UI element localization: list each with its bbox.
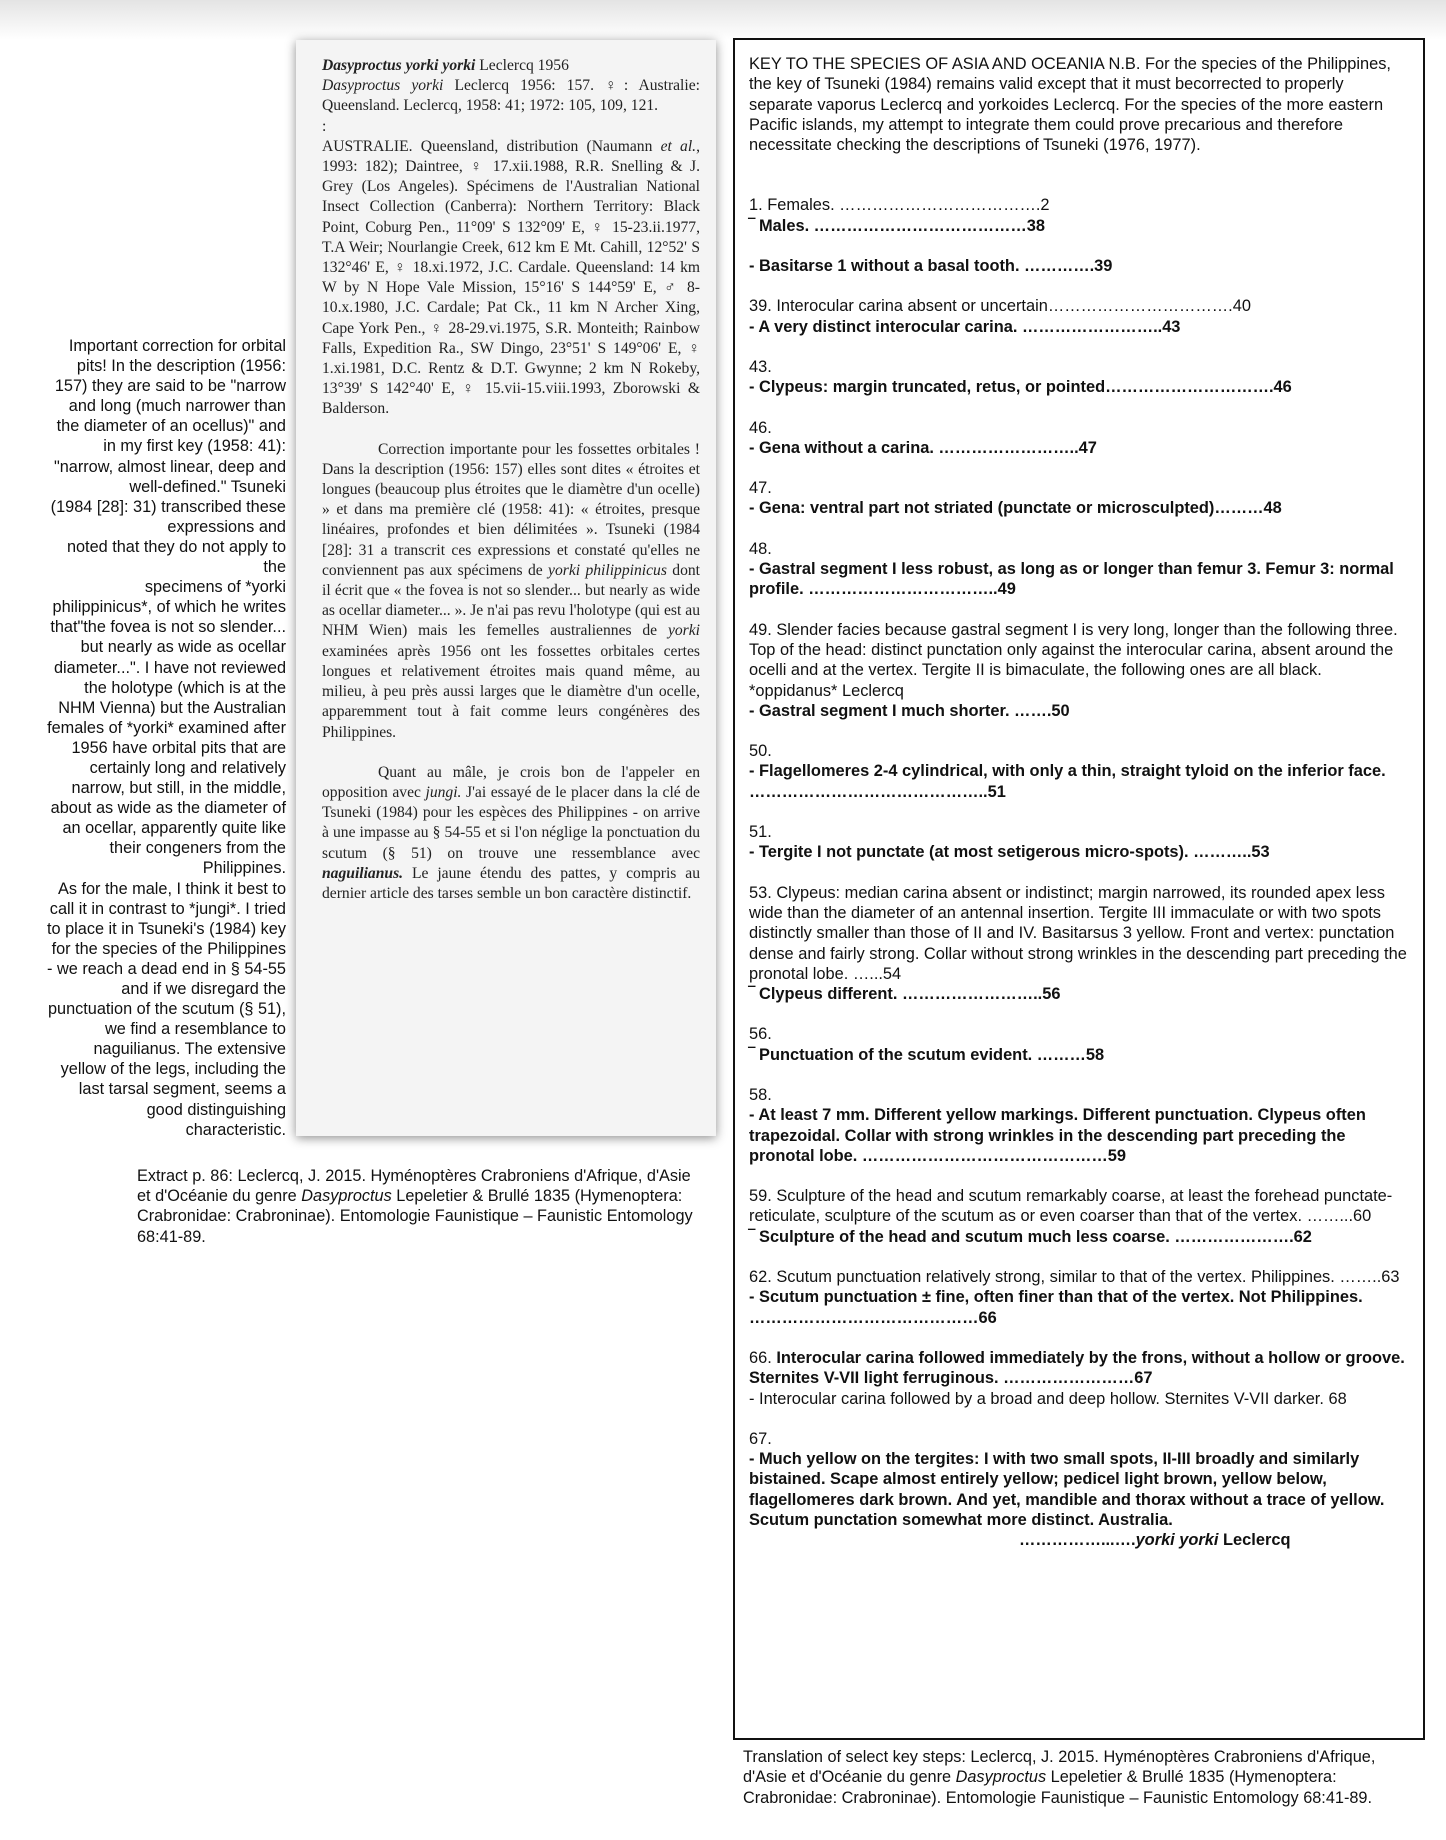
key-step-49: 49. Slender facies because gastral segment I is very long, longer than the following three. Top of the head: distinct punctation only against the interocular carina, absent around the ocelli and at the vertex. Tergite II is bimaculate, the following ones are all black. *oppidanus* Leclercq: [749, 620, 1398, 700]
note-line: narrow, but still, in the middle,: [71, 779, 286, 798]
note-line: we find a resemblance to: [104, 1020, 286, 1039]
caption-text: Lepeletier & Brullé 1835 (Hymenoptera: Crabronidae: Crabroninae). Entomologie Faunistique – Faunistic Entomology 68:41-89.: [743, 1768, 1372, 1807]
key-step-51-alt: - Tergite I not punctate (at most setigerous micro-spots). ………..53: [749, 843, 1270, 862]
note-line: and long (much narrower than: [68, 397, 286, 416]
result-taxon: yorki yorki: [1135, 1531, 1219, 1550]
synonym-taxon: Dasyproctus yorki: [322, 77, 444, 95]
correction-taxon: yorki philippinicus: [548, 561, 667, 579]
left-margin-note: [18, 336, 286, 1140]
key-step-66: [749, 1348, 1409, 1389]
scanned-extract: [296, 40, 716, 1136]
correction-text: Correction importante pour les fossettes orbitales ! Dans la description (1956: 157) elles sont dites « étroites et longues (beaucoup plus étroites que le diamètre d'un ocelle) » et dans ma première clé (1958: 41): « étroites, presque linéaires, profondes et bien délimitées ». Tsuneki (1984 [28]: 31 a transcrit ces expressions et constaté qu'elles ne conviennent pas aux spécimens de: [322, 440, 700, 579]
note-line: well-defined." Tsuneki: [129, 477, 286, 496]
note-line: characteristic.: [185, 1120, 286, 1139]
key-step-1-alt: ‾ Males. …………………………………38: [749, 216, 1045, 235]
key-step-51-number: 51.: [749, 823, 772, 842]
key-step-62: 62. Scutum punctuation relatively strong, similar to that of the vertex. Philippines. ……..63: [749, 1268, 1400, 1287]
key-step-58-number: 58.: [749, 1085, 772, 1104]
note-line: diameter...". I have not reviewed: [53, 658, 286, 677]
key-step-43-alt: - Clypeus: margin truncated, retus, or pointed………………………….46: [749, 378, 1292, 397]
note-line: for the species of the Philippines: [51, 939, 286, 958]
key-caption: [743, 1747, 1393, 1808]
note-line: in my first key (1958: 41):: [103, 437, 286, 456]
note-line: to place it in Tsuneki's (1984) key: [46, 919, 286, 938]
note-line: the holotype (which is at the: [84, 678, 286, 697]
key-step-67-number: 67.: [749, 1429, 772, 1448]
key-step-50-alt: - Flagellomeres 2-4 cylindrical, with only a thin, straight tyloid on the inferior face. ……………………………………..51: [749, 762, 1386, 801]
key-step-62-alt: - Scutum punctuation ± fine, often finer than that of the vertex. Not Philippines. ……………………………………66: [749, 1288, 1363, 1327]
note-line: their congeners from the: [109, 839, 286, 858]
key-step-46-alt: - Gena without a carina. ……………………..47: [749, 438, 1097, 457]
caption-text: Lepeletier & Brullé 1835 (Hymenoptera: Crabronidae: Crabroninae). Entomologie Faunistique – Faunistic Entomology 68:41-89.: [137, 1187, 693, 1246]
key-step-53: 53. Clypeus: median carina absent or indistinct; margin narrowed, its rounded apex less wide than the diameter of an antennal insertion. Tergite III immaculate or with two spots distinctly smaller than those of II and IV. Basitarsus 3 yellow. Front and vertex: punctation dense and fairly strong. Collar without strong wrinkles in the descending part preceding the pronotal lobe. …...54: [749, 883, 1407, 983]
note-line: an ocellar, apparently quite like: [62, 819, 286, 838]
distribution-text: , 1993: 182); Daintree, ♀ 17.xii.1988, R.R. Snelling & J. Grey (Los Angeles). Spécimens de l'Australian National Insect Collection (Canberra): Northern Territory: Black Point, Coburg Pen., 11°09' S 132°09' E, ♀ 15-23.ii.1977, T.A Weir; Nourlangie Creek, 612 km E Mt. Cahill, 12°52' S 132°46' E, ♀ 18.xi.1972, J.C. Cardale. Queensland: 14 km W by N Hope Vale Mission, 15°16' S 144°59' E, ♂ 8-10.x.1980, J.C. Cardale; Pat Ck., 11 km N Archer Xing, Cape York Pen., ♀ 28-29.vi.1975, S.R. Monteith; Rainbow Falls, Expedition Ra., SW Dingo, 23°51' S 149°06' E, ♀ 1.xi.1981, D.C. Rentz & D.T. Gwynne; 2 km N Rokeby, 13°39' S 142°40' E, ♀ 15.vii-15.viii.1993, Zborowski & Balderson.: [322, 137, 700, 418]
key-step-58-alt: - At least 7 mm. Different yellow markings. Different punctuation. Clypeus often trapezoidal. Collar with strong wrinkles in the descending part preceding the pronotal lobe. ………………………………………59: [749, 1106, 1366, 1165]
key-step-48-alt: - Gastral segment I less robust, as long as or longer than femur 3. Femur 3: normal profile. ……………………………..49: [749, 560, 1394, 599]
caption-text: Extract p. 86: Leclercq, J. 2015. Hyménoptères Crabroniens d'Afrique, d'Asie et d'Océanie du genre: [137, 1167, 691, 1206]
extract-title: [322, 56, 700, 76]
et-al: et al.: [660, 137, 697, 155]
note-line: yellow of the legs, including the: [60, 1060, 286, 1079]
correction-text: examinées après 1956 ont les fossettes orbitales certes longues et relativement étroites mais quand même, au milieu, à peu près aussi larges que le diamètre d'un ocelle, apparemment tout à fait comme leurs congénères des Philippines.: [322, 642, 700, 741]
note-line: NHM Vienna) but the Australian: [58, 698, 286, 717]
key-step-66-text: Interocular carina followed immediately by the frons, without a hollow or groove. Sternites V-VII light ferruginous. ……………………67: [749, 1348, 1405, 1388]
note-line: last tarsal segment, seems a: [78, 1080, 286, 1099]
key-step-56-number: 56.: [749, 1025, 772, 1044]
extract-caption: [137, 1166, 697, 1247]
male-text: Quant au mâle, je crois bon de l'appeler en opposition avec: [322, 763, 700, 801]
caption-text: Translation of select key steps: Leclercq, J. 2015. Hyménoptères Crabroniens d'Afrique, d'Asie et d'Océanie du genre: [743, 1748, 1376, 1787]
note-line: females of *yorki* examined after: [47, 718, 286, 737]
note-line: philippinicus*, of which he writes: [52, 598, 286, 617]
note-line: the: [263, 558, 286, 577]
male-text: Le jaune étendu des pattes, y compris au dernier article des tarses semble un bon caractère distinctif.: [322, 864, 700, 902]
correction-text: dont il écrit que « the fovea is not so slender... but nearly as wide as ocellar diameter... ». Je n'ai pas revu l'holotype (qui est au NHM Wien) mais les femelles australiennes de: [322, 561, 700, 640]
key-step-38: - Basitarse 1 without a basal tooth. ………….39: [749, 257, 1113, 276]
note-line: 157) they are said to be "narrow: [54, 377, 286, 396]
note-line: the diameter of an ocellus)" and: [56, 417, 286, 436]
title-taxon: Dasyproctus yorki yorki: [322, 57, 476, 74]
key-step-67-result: [749, 1530, 1409, 1550]
key-step-56-alt: ‾ Punctuation of the scutum evident. ………58: [749, 1045, 1105, 1064]
note-line: expressions and: [167, 517, 286, 536]
note-line: but nearly as wide as ocellar: [80, 638, 286, 657]
note-line: and if we disregard the: [121, 980, 286, 998]
male-paragraph: [322, 763, 700, 904]
note-line: specimens of *yorki: [144, 578, 286, 597]
key-step-47-number: 47.: [749, 479, 772, 498]
male-taxon: jungi.: [425, 783, 462, 801]
caption-genus: Dasyproctus: [955, 1768, 1047, 1787]
key-step-59: 59. Sculpture of the head and scutum remarkably coarse, at least the forehead punctate-reticulate, sculpture of the scutum as or even coarser than that of the vertex. ……...60: [749, 1187, 1393, 1226]
note-line: about as wide as the diameter of: [50, 799, 286, 818]
note-line: punctuation of the scutum (§ 51),: [47, 1000, 286, 1019]
key-step-53-alt: ‾ Clypeus different. ……………………..56: [749, 985, 1061, 1004]
key-intro: KEY TO THE SPECIES OF ASIA AND OCEANIA N.B. For the species of the Philippines, the key of Tsuneki (1984) remains valid except that it must becorrected to properly separate vaporus Leclercq and yorkoides Leclercq. For the species of the more eastern Pacific islands, my attempt to integrate them could prove precarious and therefore necessitate checking the descriptions of Tsuneki (1976, 1977).: [749, 55, 1391, 155]
note-line: naguilianus. The extensive: [93, 1040, 286, 1059]
title-author: Leclercq 1956: [479, 57, 569, 74]
key-box: [733, 38, 1425, 1740]
key-step-1: 1. Females. ……………………………….2: [749, 196, 1050, 215]
key-step-66-number: 66.: [749, 1348, 772, 1367]
key-step-50-number: 50.: [749, 742, 772, 761]
key-step-39-alt: - A very distinct interocular carina. ……………………..43: [749, 317, 1181, 336]
key-step-66-alt: - Interocular carina followed by a broad and deep hollow. Sternites V-VII darker. 68: [749, 1389, 1347, 1408]
correction-paragraph: [322, 440, 700, 743]
key-step-49-alt: - Gastral segment I much shorter. …….50: [749, 701, 1070, 720]
male-taxon: naguilianus.: [322, 864, 404, 882]
note-line: noted that they do not apply to: [66, 537, 286, 556]
male-text: J'ai essayé de le placer dans la clé de Tsuneki (1984) pour les espèces des Philippines - on arrive à une impasse au § 54-55 et si l'on néglige la ponctuation du scutum (§ 51) on trouve une ressemblance avec: [322, 783, 700, 862]
distribution-text: AUSTRALIE. Queensland, distribution (Naumann: [322, 137, 653, 155]
note-line: that"the fovea is not so slender...: [50, 618, 286, 637]
note-line: pits! In the description (1956:: [76, 357, 286, 376]
note-line: call it in contrast to *jungi*. I tried: [49, 899, 286, 918]
note-line: "narrow, almost linear, deep and: [53, 457, 286, 476]
distribution-paragraph: [322, 137, 700, 420]
note-line: As for the male, I think it best to: [57, 879, 286, 898]
note-line: Important correction for orbital: [68, 337, 286, 355]
key-step-47-alt: - Gena: ventral part not striated (punctate or microsculpted)………48: [749, 499, 1282, 518]
key-step-39: 39. Interocular carina absent or uncertain…………………………….40: [749, 297, 1251, 316]
correction-taxon: yorki: [667, 622, 700, 640]
caption-genus: Dasyproctus: [301, 1187, 392, 1206]
synonym-text: Leclercq 1956: 157. ♀: Australie: Queensland. Leclercq, 1958: 41; 1972: 105, 109, 121.: [322, 77, 700, 115]
leader-dots: ……………...….: [1019, 1531, 1136, 1550]
key-step-46-number: 46.: [749, 418, 772, 437]
note-line: good distinguishing: [146, 1100, 286, 1119]
top-shadow: [0, 0, 1446, 40]
note-line: - we reach a dead end in § 54-55: [47, 959, 286, 978]
note-line: certainly long and relatively: [89, 758, 286, 777]
note-line: 1956 have orbital pits that are: [71, 738, 286, 757]
note-line: (1984 [28]: 31) transcribed these: [50, 497, 286, 516]
synonymy: [322, 76, 700, 116]
key-step-59-alt: ‾ Sculpture of the head and scutum much less coarse. ………………….62: [749, 1227, 1312, 1246]
extract-colon: :: [322, 117, 327, 135]
key-step-43-number: 43.: [749, 357, 772, 376]
key-step-67-alt: - Much yellow on the tergites: I with two small spots, II-III broadly and similarly bistained. Scape almost entirely yellow; pedicel light brown, yellow below, flagellomeres dark brown. And yet, mandible and thorax without a trace of yellow. Scutum punctation somewhat more distinct. Australia.: [749, 1450, 1385, 1530]
note-line: Philippines.: [202, 859, 286, 878]
result-author: Leclercq: [1223, 1531, 1291, 1550]
key-step-48-number: 48.: [749, 539, 772, 558]
